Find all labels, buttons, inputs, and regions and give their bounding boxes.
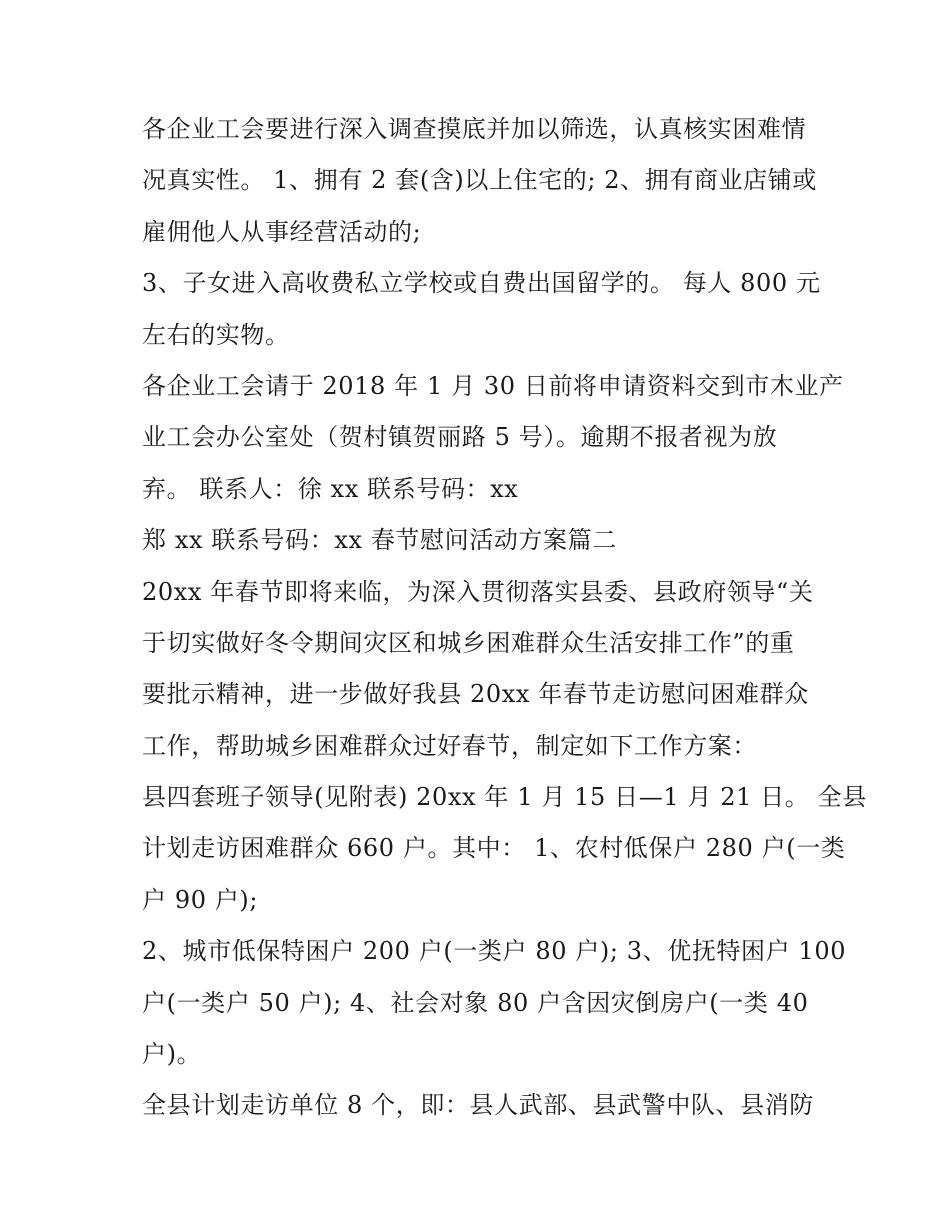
text-line-6: 各企业工会请于 2018 年 1 月 30 日前将申请资料交到市木业产 — [142, 371, 844, 400]
text-line-1: 各企业工会要进行深入调查摸底并加以筛选，认真核实困难情 — [142, 115, 807, 143]
text-line-14: 县四套班子领导(见附表) 20xx 年 1 月 15 日—1 月 21 日。 全县 — [142, 783, 867, 812]
text-line-19: 户)。 — [142, 1040, 202, 1069]
text-line-10: 20xx 年春节即将来临，为深入贯彻落实县委、县政府领导“关 — [142, 577, 814, 606]
text-line-8: 弃。 联系人：徐 xx 联系号码：xx — [142, 474, 519, 503]
text-line-7: 业工会办公室处（贺村镇贺丽路 5 号）。逾期不报者视为放 — [142, 423, 778, 452]
text-line-2: 况真实性。 1、拥有 2 套(含)以上住宅的; 2、拥有商业店铺或 — [142, 166, 817, 195]
text-line-12: 要批示精神，进一步做好我县 20xx 年春节走访慰问困难群众 — [142, 680, 809, 709]
text-line-16: 户 90 户); — [142, 885, 259, 914]
text-line-20: 全县计划走访单位 8 个，即：县人武部、县武警中队、县消防 — [142, 1091, 814, 1120]
text-line-4: 3、子女进入高收费私立学校或自费出国留学的。 每人 800 元 — [142, 269, 821, 298]
text-line-5: 左右的实物。 — [142, 320, 290, 349]
text-line-13: 工作，帮助城乡困难群众过好春节，制定如下工作方案： — [142, 731, 757, 760]
text-line-3: 雇佣他人从事经营活动的; — [142, 217, 422, 246]
document-body — [142, 104, 867, 1132]
text-line-11: 于切实做好冬令期间灾区和城乡困难群众生活安排工作”的重 — [142, 628, 795, 657]
text-line-18: 户(一类户 50 户); 4、社会对象 80 户含因灾倒房户(一类 40 — [142, 988, 809, 1017]
text-line-17: 2、城市低保特困户 200 户(一类户 80 户); 3、优抚特困户 100 — [142, 937, 847, 966]
text-line-9: 郑 xx 联系号码：xx 春节慰问活动方案篇二 — [142, 526, 617, 555]
text-line-15: 计划走访困难群众 660 户。其中： 1、农村低保户 280 户(一类 — [142, 834, 846, 863]
